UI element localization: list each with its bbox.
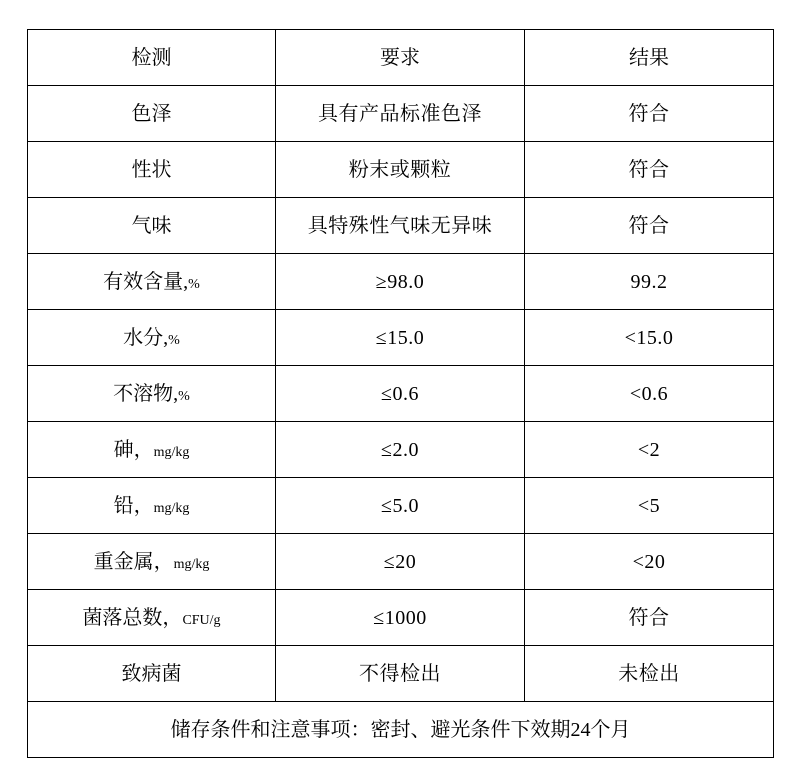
- table-row: [28, 198, 774, 254]
- cell-item-text: 气味: [131, 214, 172, 237]
- cell-result: <20: [525, 534, 774, 590]
- table-row: [28, 422, 774, 478]
- table-header-row: [28, 30, 774, 86]
- cell-result: 99.2: [525, 254, 774, 310]
- column-header-item: 检测: [28, 30, 276, 86]
- cell-requirement: ≤2.0: [276, 422, 525, 478]
- cell-item: [28, 590, 276, 646]
- cell-result: <0.6: [525, 366, 774, 422]
- cell-item-text: 砷，: [113, 438, 154, 461]
- cell-requirement: ≤15.0: [276, 310, 525, 366]
- cell-item-unit: %: [178, 388, 190, 404]
- cell-requirement: ≤1000: [276, 590, 525, 646]
- cell-item: [28, 198, 276, 254]
- cell-item: [28, 478, 276, 534]
- cell-requirement: ≤5.0: [276, 478, 525, 534]
- cell-item-unit: %: [168, 332, 180, 348]
- table-row: [28, 534, 774, 590]
- cell-item: [28, 422, 276, 478]
- cell-requirement: 具特殊性气味无异味: [276, 198, 525, 254]
- cell-requirement: ≤0.6: [276, 366, 525, 422]
- cell-item-text: 致病菌: [121, 662, 182, 685]
- cell-item: [28, 254, 276, 310]
- cell-result: 未检出: [525, 646, 774, 702]
- specification-table: [27, 29, 774, 758]
- cell-item-text: 重金属，: [93, 550, 174, 573]
- cell-item: [28, 366, 276, 422]
- cell-requirement: ≥98.0: [276, 254, 525, 310]
- table-row: [28, 142, 774, 198]
- storage-note-row: [28, 702, 774, 758]
- table-row: [28, 254, 774, 310]
- cell-item-unit: mg/kg: [153, 500, 190, 516]
- cell-item: [28, 142, 276, 198]
- cell-result: <5: [525, 478, 774, 534]
- cell-item-text: 有效含量,: [103, 270, 189, 293]
- cell-requirement: 具有产品标准色泽: [276, 86, 525, 142]
- table-row: [28, 366, 774, 422]
- cell-result: 符合: [525, 590, 774, 646]
- cell-item-text: 性状: [131, 158, 172, 181]
- cell-item: [28, 534, 276, 590]
- table-row: [28, 590, 774, 646]
- column-header-requirement: 要求: [276, 30, 525, 86]
- cell-result: <15.0: [525, 310, 774, 366]
- storage-note-text: 储存条件和注意事项：密封、避光条件下效期24个月: [170, 718, 631, 741]
- cell-result: 符合: [525, 86, 774, 142]
- cell-item-text: 色泽: [131, 102, 172, 125]
- cell-result: 符合: [525, 198, 774, 254]
- cell-item: [28, 310, 276, 366]
- cell-item-text: 铅，: [113, 494, 154, 517]
- table-row: [28, 646, 774, 702]
- cell-item-unit: CFU/g: [182, 612, 221, 628]
- cell-item-unit: mg/kg: [173, 556, 210, 572]
- table-row: [28, 86, 774, 142]
- cell-item-text: 不溶物,: [113, 382, 179, 405]
- table-row: [28, 478, 774, 534]
- cell-result: 符合: [525, 142, 774, 198]
- cell-requirement: ≤20: [276, 534, 525, 590]
- cell-item-text: 菌落总数，: [82, 606, 183, 629]
- cell-result: <2: [525, 422, 774, 478]
- cell-item-unit: %: [188, 276, 200, 292]
- cell-requirement: 粉末或颗粒: [276, 142, 525, 198]
- storage-note-cell: [28, 702, 774, 758]
- cell-requirement: 不得检出: [276, 646, 525, 702]
- cell-item-text: 水分,: [123, 326, 169, 349]
- cell-item-unit: mg/kg: [153, 444, 190, 460]
- cell-item: [28, 86, 276, 142]
- cell-item: [28, 646, 276, 702]
- table-row: [28, 310, 774, 366]
- spec-table-container: [27, 29, 773, 758]
- column-header-result: 结果: [525, 30, 774, 86]
